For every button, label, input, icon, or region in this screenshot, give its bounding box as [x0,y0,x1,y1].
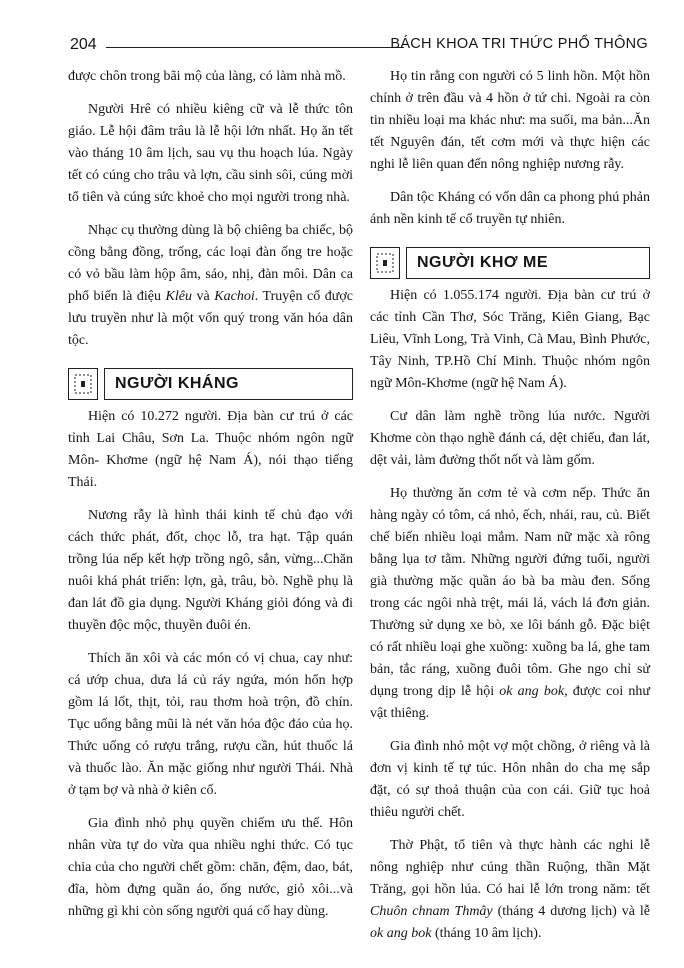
header-rule [106,47,404,48]
paragraph: được chôn trong bãi mộ của làng, có làm nhà mồ. [68,69,346,84]
section-title: NGƯỜI KHƠ ME [406,247,650,279]
paragraph: Cư dân làm nghề trồng lúa nước. Người Khơme còn thạo nghề đánh cá, dệt chiếu, đan lát, dệt vải, làm đường thốt nốt và làm gốm. [370,409,650,468]
ornament-icon [370,247,400,279]
ornament-icon [68,368,98,400]
paragraph: Nương rẫy là hình thái kinh tế chủ đạo với cách thức phát, đốt, chọc lỗ, tra hạt. Tập quán trồng lúa nếp kết hợp trồng ngô, sắn, vừng...Chăn nuôi khá phát triển: lợn, gà, trâu, bò. Nghề phụ là đan lát đồ gia dụng. Người Kháng giỏi đóng và đi thuyền độc mộc, thuyền đuôi én. [68,508,353,633]
paragraph: Gia đình nhỏ một vợ một chồng, ở riêng và là đơn vị kinh tế tự túc. Hôn nhân do cha mẹ sắp đặt, có sự thoả thuận của con cái. Giữ tục hoả thiêu người chết. [370,739,650,820]
paragraph: Thờ Phật, tổ tiên và thực hành các nghi lễ nông nghiệp như cúng thần Ruộng, thần Mặt Trăng, gọi hồn lúa. Có hai lễ lớn trong năm: tết Chuôn chnam Thmây (tháng 4 dương lịch) và lễ ok ang bok (tháng 10 âm lịch). [370,838,650,941]
paragraph: Nhạc cụ thường dùng là bộ chiêng ba chiếc, bộ cồng bằng đồng, trống, các loại đàn ống tre hoặc có vỏ bầu làm hộp âm, sáo, nhị, đàn môi. Dân ca phổ biến là điệu Klêu và Kachoi. Truyện cổ được lưu truyền như là một vốn quý trong văn hóa dân tộc. [68,223,354,348]
paragraph: Hiện có 10.272 người. Địa bàn cư trú ở các tỉnh Lai Châu, Sơn La. Thuộc nhóm ngôn ngữ Môn- Khơme (ngữ hệ Nam Á), nói thạo tiếng Thái. [68,409,353,490]
section-heading-khome [370,247,650,279]
section-heading-khang [68,368,353,400]
left-column [68,66,353,934]
page-header [70,36,648,56]
paragraph: Dân tộc Kháng có vốn dân ca phong phú phản ánh nền kinh tế cổ truyền tự nhiên. [370,190,650,227]
paragraph: Họ thường ăn cơm tẻ và cơm nếp. Thức ăn hàng ngày có tôm, cá nhỏ, ếch, nhái, rau, củ. Biết chế biến nhiều loại mắm. Nam nữ mặc xà rông bằng lụa tơ tằm. Những người đứng tuổi, người già thường mặc quần áo bà ba màu đen. Sống trong các ngôi nhà trệt, mái lá, vách lá đơn giản. Thường sử dụng xe bò, xe lôi bánh gỗ. Đặc biệt có rất nhiều loại ghe xuồng: xuồng ba lá, ghe tam bản, tắc ráng, xuồng đuôi tôm. Ghe ngo chỉ sử dụng trong dịp lễ hội ok ang bok, được coi như vật thiêng. [370,486,650,721]
paragraph: Người Hrê có nhiều kiêng cữ và lễ thức tôn giáo. Lễ hội đâm trâu là lễ hội lớn nhất. Họ ăn tết vào tháng 10 âm lịch, sau vụ thu hoạch lúa. Ngày tết có cúng cho trâu và lợn, cầu sinh sôi, cúng mời tổ tiên và cúng sức khoẻ cho mọi người trong nhà. [68,102,353,205]
running-title: BÁCH KHOA TRI THỨC PHỔ THÔNG [390,36,648,52]
right-column [370,66,650,956]
paragraph: Gia đình nhỏ phụ quyền chiếm ưu thế. Hôn nhân vừa tự do vừa qua nhiều nghi thức. Có tục chia của cho người chết gồm: chăn, đệm, dao, bát, đĩa, hòm đựng quần áo, ống nước, giỏ xôi...và những gì khi còn sống người quá cố hay dùng. [68,816,353,919]
page-number: 204 [70,36,97,53]
section-title: NGƯỜI KHÁNG [104,368,353,400]
paragraph: Họ tin rằng con người có 5 linh hồn. Một hồn chính ở trên đầu và 4 hồn ở tứ chi. Ngoài ra còn tin nhiều loại ma khác như: ma suối, ma bản...Ăn tết Nguyên đán, tết cơm mới và thực hiện các nghi lễ liên quan đến nông nghiệp nương rẫy. [370,69,650,172]
paragraph: Hiện có 1.055.174 người. Địa bàn cư trú ở các tỉnh Cần Thơ, Sóc Trăng, Kiên Giang, Bạc Liêu, Vĩnh Long, Trà Vinh, Cà Mau, Bình Phước, Tây Ninh, TP.Hồ Chí Minh. Thuộc nhóm ngôn ngữ Môn-Khơme (ngữ hệ Nam Á). [370,288,650,391]
paragraph: Thích ăn xôi và các món có vị chua, cay như: cá ướp chua, dưa lá củ ráy ngứa, món hổn hợp gồm lá lốt, thịt, tỏi, rau thơm hoà trộn, đồ chín. Tục uống bằng mũi là nét văn hóa độc đáo của họ. Thức uống có rượu trắng, rượu cần, hút thuốc lá và thuốc lào. Ăn mặc giống như người Thái. Nhà ở tạm bợ và nhà ở kiên cố. [68,651,353,798]
